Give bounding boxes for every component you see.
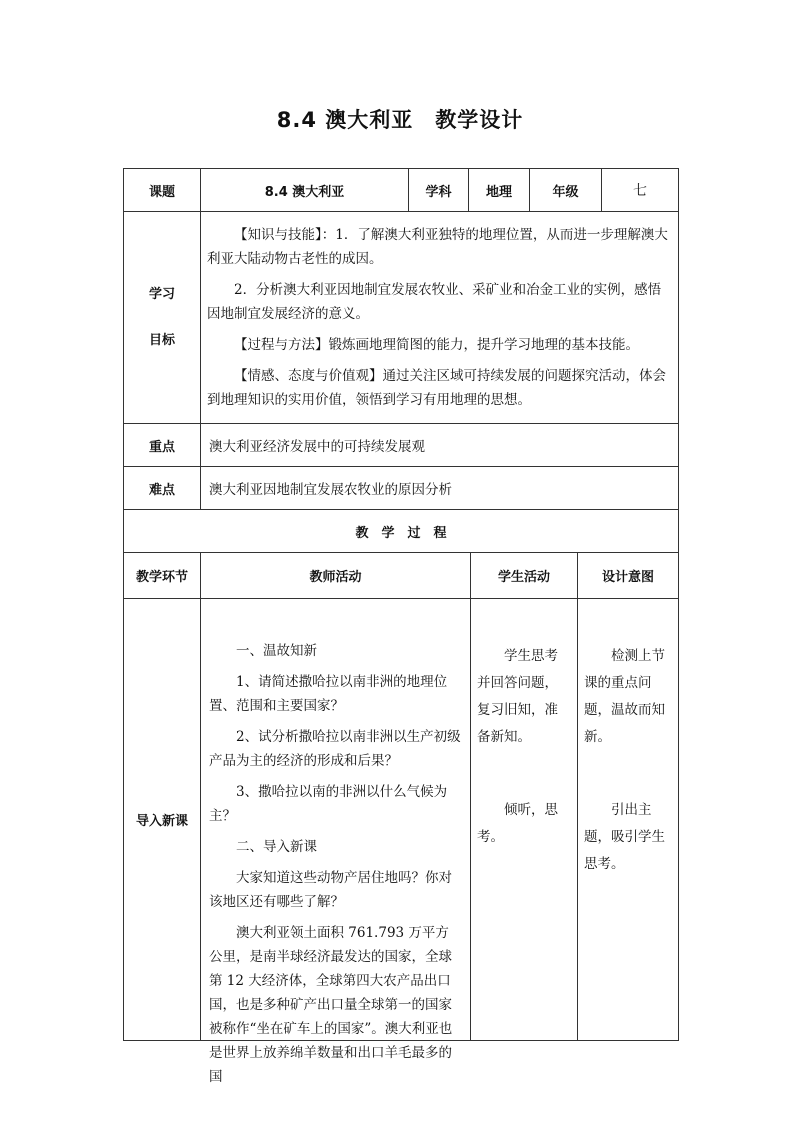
intent-2: 引出主题，吸引学生思考。 — [584, 802, 665, 872]
objective-knowledge: 【知识与技能】：1．了解澳大利亚独特的地理位置，从而进一步理解澳大利亚大陆动物古老性的成因。 — [207, 226, 668, 267]
objectives-content — [201, 212, 679, 424]
process-table — [123, 552, 679, 1085]
grade-value: 七 — [602, 169, 679, 212]
difficult-point-label: 难点 — [124, 467, 201, 510]
teacher-question-3: 3、撒哈拉以南的非洲以什么气候为主？ — [209, 784, 448, 824]
difficult-point-row — [124, 467, 679, 510]
subject-label: 学科 — [409, 169, 469, 212]
objectives-row — [124, 212, 679, 424]
intro-teacher-activity — [201, 599, 471, 1085]
objective-knowledge-2: 2．分析澳大利亚因地制宜发展农牧业、采矿业和冶金工业的实例，感悟因地制宜发展经济的意义。 — [207, 281, 662, 322]
objectives-label-line1: 学习 — [148, 286, 175, 302]
lesson-plan-table — [123, 168, 679, 553]
header-student: 学生活动 — [471, 553, 578, 599]
topic-value: 8.4 澳大利亚 — [201, 169, 409, 212]
objective-attitude: 【情感、态度与价值观】通过关注区域可持续发展的问题探究活动，体会到地理知识的实用价值，领悟到学习有用地理的思想。 — [207, 367, 666, 408]
process-heading: 教 学 过 程 — [124, 510, 679, 553]
teacher-intro-question: 大家知道这些动物产居住地吗？你对该地区还有哪些了解？ — [209, 870, 452, 910]
teacher-line-review-title: 一、温故知新 — [236, 643, 317, 659]
student-activity-1: 学生思考并回答问题，复习旧知，准备新知。 — [477, 648, 558, 745]
topic-label: 课题 — [124, 169, 201, 212]
teacher-line-intro-title: 二、导入新课 — [236, 839, 317, 855]
objective-process: 【过程与方法】锻炼画地理简图的能力，提升学习地理的基本技能。 — [234, 336, 639, 353]
teacher-intro-australia: 澳大利亚领土面积 761.793 万平方公里，是南半球经济最发达的国家，全球第 12 大经济体，全球第四大农产品出口国，也是多种矿产出口量全球第一的国家被称作“坐在矿车上的国家”。澳大利亚也是世界上放养绵羊数量和出口羊毛最多的国 — [209, 925, 453, 1085]
key-point-value: 澳大利亚经济发展中的可持续发展观 — [201, 424, 679, 467]
process-header-row — [124, 553, 679, 599]
info-row — [124, 169, 679, 212]
teacher-question-1: 1、请简述撒哈拉以南非洲的地理位置、范围和主要国家？ — [209, 674, 448, 714]
intro-section-row — [124, 599, 679, 1041]
key-point-row — [124, 424, 679, 467]
intro-design-intent — [578, 599, 679, 1041]
difficult-point-value: 澳大利亚因地制宜发展农牧业的原因分析 — [201, 467, 679, 510]
teacher-question-2: 2、试分析撒哈拉以南非洲以生产初级产品为主的经济的形成和后果？ — [209, 729, 461, 769]
subject-value: 地理 — [469, 169, 530, 212]
header-stage: 教学环节 — [124, 553, 201, 599]
objectives-label — [124, 212, 201, 424]
process-heading-row — [124, 510, 679, 553]
intro-student-activity — [471, 599, 578, 1041]
page-title: 8.4 澳大利亚 教学设计 — [276, 108, 524, 132]
key-point-label: 重点 — [124, 424, 201, 467]
objectives-label-line2: 目标 — [148, 332, 175, 348]
student-activity-2: 倾听，思考。 — [477, 802, 558, 845]
grade-label: 年级 — [530, 169, 602, 212]
header-teacher: 教师活动 — [201, 553, 471, 599]
header-intent: 设计意图 — [578, 553, 679, 599]
intent-1: 检测上节课的重点问题，温故而知新。 — [584, 648, 665, 745]
intro-stage-label: 导入新课 — [124, 599, 201, 1041]
